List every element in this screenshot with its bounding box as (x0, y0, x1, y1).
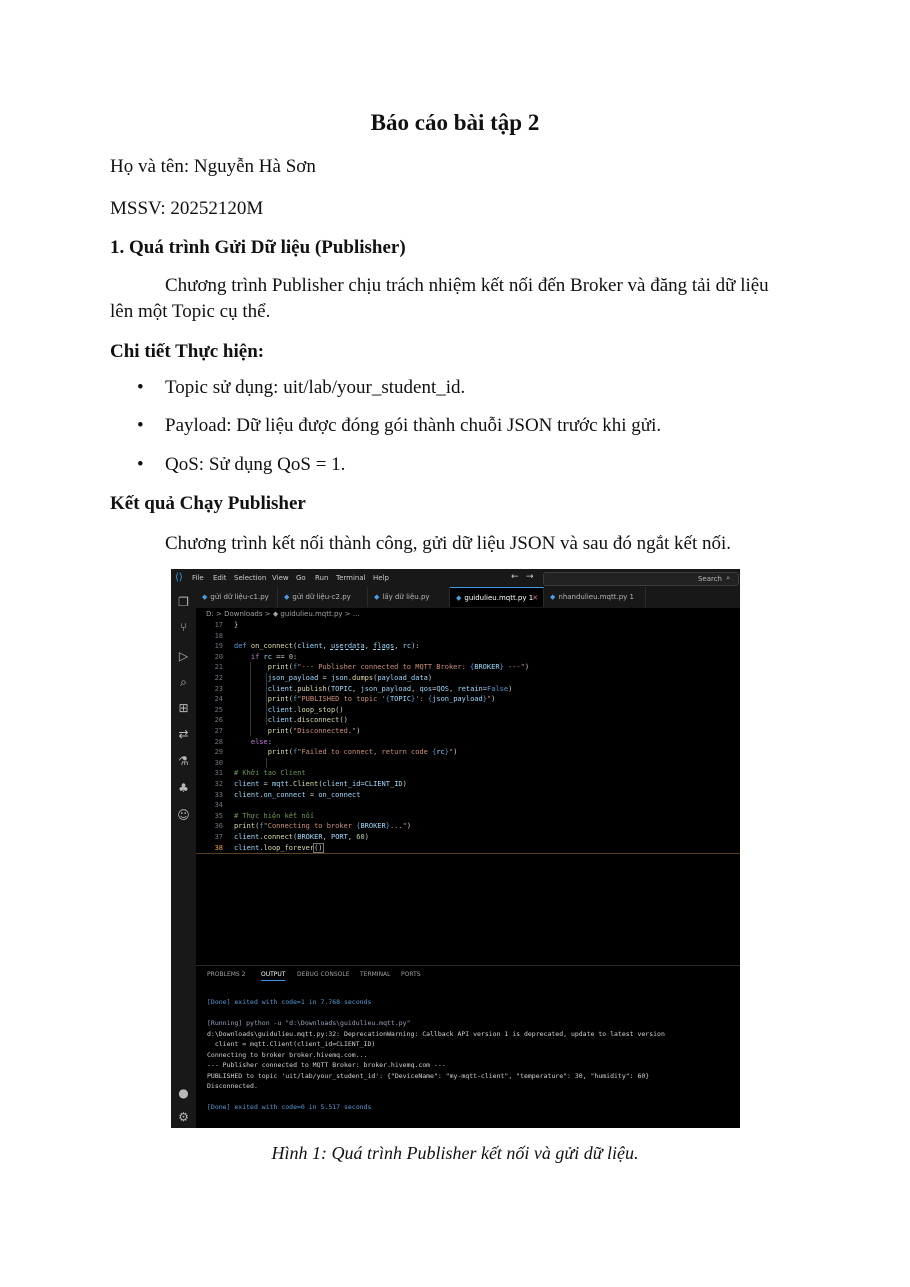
source-control-icon[interactable]: ⑂ (179, 620, 188, 634)
bullet-item (137, 454, 346, 476)
line-number: 24 (214, 695, 223, 704)
bullet-dot-icon: • (137, 377, 144, 398)
output-line: Connecting to broker broker.hivemq.com... (207, 1050, 368, 1059)
forward-arrow-icon[interactable]: → (526, 572, 534, 582)
editor-tabs (196, 587, 740, 608)
output-line: --- Publisher connected to MQTT Broker: broker.hivemq.com --- (207, 1061, 446, 1069)
section-heading-publisher: 1. Quá trình Gửi Dữ liệu (Publisher) (110, 237, 406, 258)
settings-gear-icon[interactable]: ⚙ (178, 1110, 189, 1124)
code-line-current: 38 client.loop_forever() (196, 843, 740, 855)
tab-guidulieu-mqtt[interactable] (450, 587, 544, 607)
code-line: 26 client.disconnect() (196, 715, 740, 726)
bullet-dot-icon: • (137, 454, 144, 475)
line-number: 36 (214, 822, 223, 831)
tab-label: nhandulieu.mqtt.py 1 (558, 593, 634, 601)
output-line: [Running] python -u "d:\Downloads\guidulieu.mqtt.py" (207, 1019, 411, 1027)
tab-label: guidulieu.mqtt.py 1 (464, 594, 534, 602)
code-line (196, 758, 740, 769)
run-debug-icon[interactable]: ▷ (178, 649, 189, 663)
line-number: 20 (214, 652, 223, 661)
code-line: 29 print(f"Failed to connect, return code {rc}") (196, 747, 740, 758)
line-number: 27 (214, 727, 223, 735)
extensions-icon[interactable]: ⊞ (178, 701, 189, 715)
code-line: 35 # Thực hiện kết nối (196, 811, 740, 822)
line-number: 30 (214, 758, 223, 767)
page-title: Báo cáo bài tập 2 (370, 110, 540, 135)
python-file-icon: ◆ (284, 593, 290, 601)
student-name: Họ và tên: Nguyễn Hà Sơn (110, 156, 316, 177)
code-line: 23 client.publish(TOPIC, json_payload, qos=QOS, retain=False) (196, 684, 740, 695)
tab-label: lấy dữ liệu.py (382, 593, 430, 601)
menu-view[interactable]: View (272, 574, 289, 582)
line-number: 31 (214, 769, 223, 778)
line-number: 34 (214, 801, 223, 810)
python-file-icon: ◆ (374, 593, 380, 601)
remote-explorer-icon[interactable]: ⇄ (178, 727, 189, 741)
tab-terminal[interactable]: TERMINAL (360, 971, 391, 978)
line-number: 37 (214, 833, 223, 841)
figure-caption: Hình 1: Quá trình Publisher kết nối và gửi dữ liệu. (271, 1143, 639, 1163)
command-search-box[interactable] (543, 572, 739, 586)
testing-flask-icon[interactable]: ⚗ (178, 754, 189, 768)
section-paragraph-line-2: lên một Topic cụ thể. (110, 301, 271, 322)
search-icon[interactable]: ⌕ (180, 675, 187, 689)
code-line: 25 client.loop_stop() (196, 705, 740, 716)
tab-nhandulieu-mqtt[interactable] (544, 587, 646, 607)
output-line: d:\Downloads\guidulieu.mqtt.py:32: DeprecationWarning: Callback API version 1 is deprecated, update to latest version (207, 1029, 665, 1038)
search-label: ⌕ Search (697, 574, 730, 583)
code-line (196, 800, 740, 811)
result-heading: Kết quả Chạy Publisher (110, 493, 306, 514)
line-number: 21 (214, 663, 223, 672)
menu-bar (171, 569, 740, 587)
line-number: 29 (214, 748, 223, 757)
tab-problems[interactable]: PROBLEMS 2 (207, 971, 246, 978)
bullet-dot-icon: • (137, 415, 144, 436)
bullet-text: Payload: Dữ liệu được đóng gói thành chuỗi JSON trước khi gửi. (165, 415, 662, 436)
line-number: 33 (214, 790, 223, 799)
code-line: 31 # Khởi tạo Client (196, 768, 740, 779)
activity-bar (171, 587, 196, 1128)
menu-terminal[interactable]: Terminal (336, 574, 366, 582)
code-line (196, 631, 740, 642)
python-file-icon: ◆ (550, 593, 556, 601)
python-file-icon: ◆ (456, 594, 462, 602)
explorer-icon[interactable]: ❐ (178, 595, 189, 609)
menu-go[interactable]: Go (296, 574, 306, 582)
output-line: PUBLISHED to topic 'uit/lab/your_student_id': {"DeviceName": "my-mqtt-client", "temperature": 30, "humidity": 60} (207, 1071, 650, 1080)
line-number: 17 (214, 621, 223, 629)
line-number: 23 (214, 684, 223, 693)
line-number: 18 (214, 631, 223, 640)
close-tab-icon[interactable]: ✕ (532, 594, 538, 602)
line-number: 26 (214, 716, 223, 725)
line-number: 22 (214, 674, 223, 682)
output-line: [Done] exited with code=0 in 5.517 seconds (207, 1103, 372, 1111)
tab-ports[interactable]: PORTS (401, 971, 421, 978)
line-number: 38 (214, 843, 223, 852)
bullet-item (137, 415, 662, 437)
tab-output[interactable]: OUTPUT (261, 971, 285, 981)
python-icon[interactable]: ♣ (178, 781, 189, 795)
code-line: 24 print(f"PUBLISHED to topic '{TOPIC}': {json_payload}") (196, 694, 740, 705)
line-number: 35 (214, 811, 223, 820)
output-line: [Done] exited with code=1 in 7.768 seconds (207, 998, 372, 1006)
search-text: Search (697, 575, 722, 583)
vscode-logo-icon: ⟨⟩ (175, 572, 183, 583)
menu-file[interactable]: File (192, 574, 204, 582)
output-panel[interactable] (196, 983, 740, 1128)
line-number: 25 (214, 705, 223, 714)
copilot-icon[interactable]: ☺ (177, 808, 190, 822)
student-id: MSSV: 20252120M (110, 198, 264, 219)
code-line: 37 client.connect(BROKER, PORT, 60) (196, 832, 740, 843)
menu-edit[interactable]: Edit (213, 574, 227, 582)
tab-label: gửi dữ liệu-c2.py (292, 593, 351, 601)
section-paragraph-line-1: Chương trình Publisher chịu trách nhiệm kết nối đến Broker và đăng tải dữ liệu (165, 275, 769, 296)
tab-gui-du-lieu-c2[interactable] (278, 587, 368, 607)
bullet-text: QoS: Sử dụng QoS = 1. (165, 454, 346, 475)
code-line: 36 print(f"Connecting to broker {BROKER}...") (196, 821, 740, 832)
tab-lay-du-lieu[interactable] (368, 587, 450, 607)
tab-label: gửi dữ liệu-c1.py (210, 593, 269, 601)
code-line: 21 print(f"--- Publisher connected to MQTT Broker: {BROKER} ---") (196, 662, 740, 673)
account-icon[interactable]: ● (178, 1086, 189, 1100)
python-file-icon: ◆ (202, 593, 208, 601)
code-line: 17 } (196, 620, 740, 631)
code-line: 27 print("Disconnected.") (196, 726, 740, 737)
menu-run[interactable]: Run (315, 574, 329, 582)
code-line: 19 def on_connect(client, userdata, flags, rc): (196, 641, 740, 652)
line-number: 19 (214, 642, 223, 651)
code-line: 33 client.on_connect = on_connect (196, 790, 740, 801)
code-line: 20 if rc == 0: (196, 652, 740, 663)
menu-selection[interactable]: Selection (234, 574, 267, 582)
panel-tab-bar (196, 965, 740, 984)
output-line: client = mqtt.Client(client_id=CLIENT_ID) (207, 1040, 376, 1048)
back-arrow-icon[interactable]: ← (511, 572, 519, 582)
tab-debug-console[interactable]: DEBUG CONSOLE (297, 971, 350, 978)
code-line: 28 else: (196, 737, 740, 748)
tab-gui-du-lieu-c1[interactable] (196, 587, 278, 607)
menu-help[interactable]: Help (373, 574, 389, 582)
code-editor[interactable] (196, 620, 740, 965)
code-line: 32 client = mqtt.Client(client_id=CLIENT_ID) (196, 779, 740, 790)
line-number: 32 (214, 780, 223, 788)
bullet-text: Topic sử dụng: uit/lab/your_student_id. (165, 377, 466, 398)
vscode-screenshot (171, 569, 740, 1128)
bullet-item (137, 377, 466, 399)
line-number: 28 (214, 737, 223, 746)
output-line: Disconnected. (207, 1082, 258, 1090)
details-heading: Chi tiết Thực hiện: (110, 341, 265, 362)
breadcrumb[interactable]: D: > Downloads > ◆ guidulieu.mqtt.py > ... (206, 610, 360, 618)
result-paragraph: Chương trình kết nối thành công, gửi dữ liệu JSON và sau đó ngắt kết nối. (165, 533, 732, 554)
code-line: 22 json_payload = json.dumps(payload_data) (196, 673, 740, 684)
